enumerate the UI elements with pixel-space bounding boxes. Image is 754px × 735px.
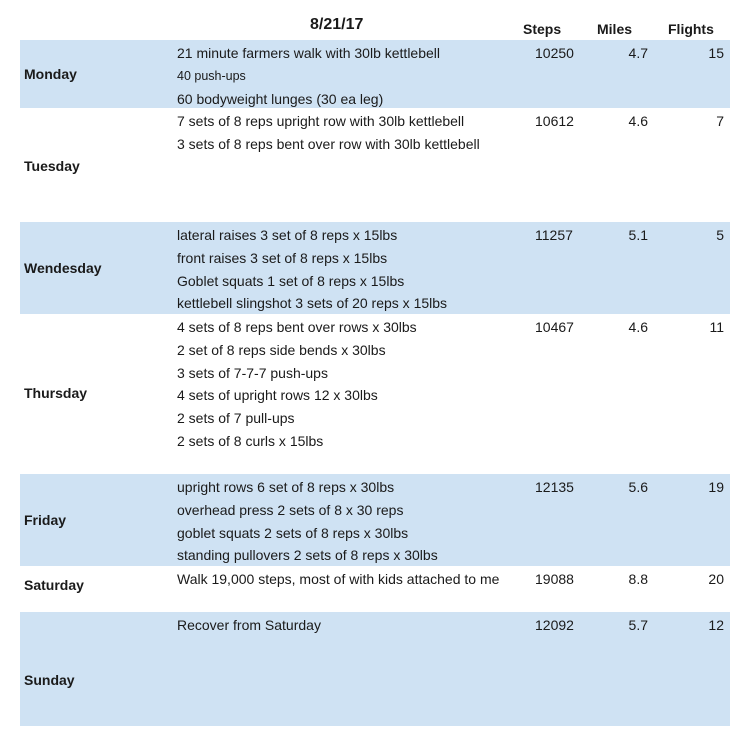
activity-item: 2 set of 8 reps side bends x 30lbs [177, 341, 386, 358]
miles-value: 4.6 [628, 113, 648, 129]
activity-list [177, 42, 440, 110]
week-date: 8/21/17 [310, 16, 364, 33]
activity-list [177, 224, 447, 315]
activity-item: lateral raises 3 set of 8 reps x 15lbs [177, 227, 398, 243]
activity-list [177, 316, 417, 453]
activity-item: 2 sets of 8 curls x 15lbs [177, 432, 324, 449]
activity-item: 60 bodyweight lunges (30 ea leg) [177, 90, 384, 107]
day-label: Sunday [24, 672, 75, 688]
activity-item: 3 sets of 7-7-7 push-ups [177, 364, 328, 381]
steps-value: 11257 [535, 227, 573, 243]
table-row [20, 566, 730, 612]
activity-item: kettlebell slingshot 3 sets of 20 reps x 15lbs [177, 295, 448, 312]
table-row [20, 40, 730, 108]
activity-item: goblet squats 2 sets of 8 reps x 30lbs [177, 524, 409, 541]
steps-value: 10467 [535, 319, 574, 335]
activity-item: Recover from Saturday [177, 617, 321, 633]
table-row [20, 474, 730, 566]
activity-item: 4 sets of 8 reps bent over rows x 30lbs [177, 319, 417, 335]
activity-list [177, 568, 499, 591]
table-row [20, 108, 730, 222]
steps-value: 12092 [535, 617, 574, 633]
flights-value: 12 [708, 617, 724, 633]
table-row [20, 222, 730, 314]
flights-value: 19 [708, 479, 724, 495]
steps-value: 12135 [535, 479, 574, 495]
workout-table [20, 40, 730, 726]
flights-value: 5 [716, 227, 724, 243]
miles-value: 5.6 [628, 479, 648, 495]
table-row [20, 314, 730, 474]
activity-item: 21 minute farmers walk with 30lb kettlebell [177, 45, 441, 61]
activity-item: front raises 3 set of 8 reps x 15lbs [177, 249, 388, 266]
activity-item: overhead press 2 sets of 8 x 30 reps [177, 501, 404, 518]
activity-item: standing pullovers 2 sets of 8 reps x 30lbs [177, 547, 438, 564]
activity-list [177, 110, 480, 156]
day-label: Friday [24, 512, 67, 528]
steps-value: 10250 [535, 45, 574, 61]
steps-column-header: Steps [523, 21, 562, 37]
flights-value: 15 [708, 45, 724, 61]
miles-value: 4.6 [628, 319, 648, 335]
flights-value: 20 [708, 571, 724, 587]
flights-value: 11 [709, 319, 724, 335]
miles-value: 5.1 [628, 227, 648, 243]
miles-value: 4.7 [628, 45, 648, 61]
steps-value: 19088 [535, 571, 574, 587]
activity-item: 2 sets of 7 pull-ups [177, 410, 295, 427]
activity-list [177, 614, 321, 637]
day-label: Thursday [24, 385, 88, 401]
day-label: Tuesday [24, 158, 80, 174]
day-label: Saturday [24, 577, 84, 593]
miles-value: 5.7 [628, 617, 648, 633]
activity-item: upright rows 6 set of 8 reps x 30lbs [177, 479, 395, 495]
activity-item: 7 sets of 8 reps upright row with 30lb kettlebell [177, 113, 465, 129]
flights-value: 7 [716, 113, 724, 129]
table-header [0, 0, 754, 40]
miles-value: 8.8 [628, 571, 648, 587]
activity-item: 3 sets of 8 reps bent over row with 30lb kettlebell [177, 135, 480, 152]
table-row [20, 612, 730, 726]
day-label: Wendesday [24, 260, 102, 276]
activity-item: Walk 19,000 steps, most of with kids attached to me [177, 571, 500, 587]
activity-list [177, 476, 438, 567]
day-label: Monday [24, 66, 77, 82]
steps-value: 10612 [535, 113, 574, 129]
miles-column-header: Miles [597, 21, 633, 37]
activity-item: 40 push-ups [177, 68, 246, 83]
activity-item: 4 sets of upright rows 12 x 30lbs [177, 387, 378, 404]
activity-item: Goblet squats 1 set of 8 reps x 15lbs [177, 272, 405, 289]
flights-column-header: Flights [668, 21, 714, 37]
